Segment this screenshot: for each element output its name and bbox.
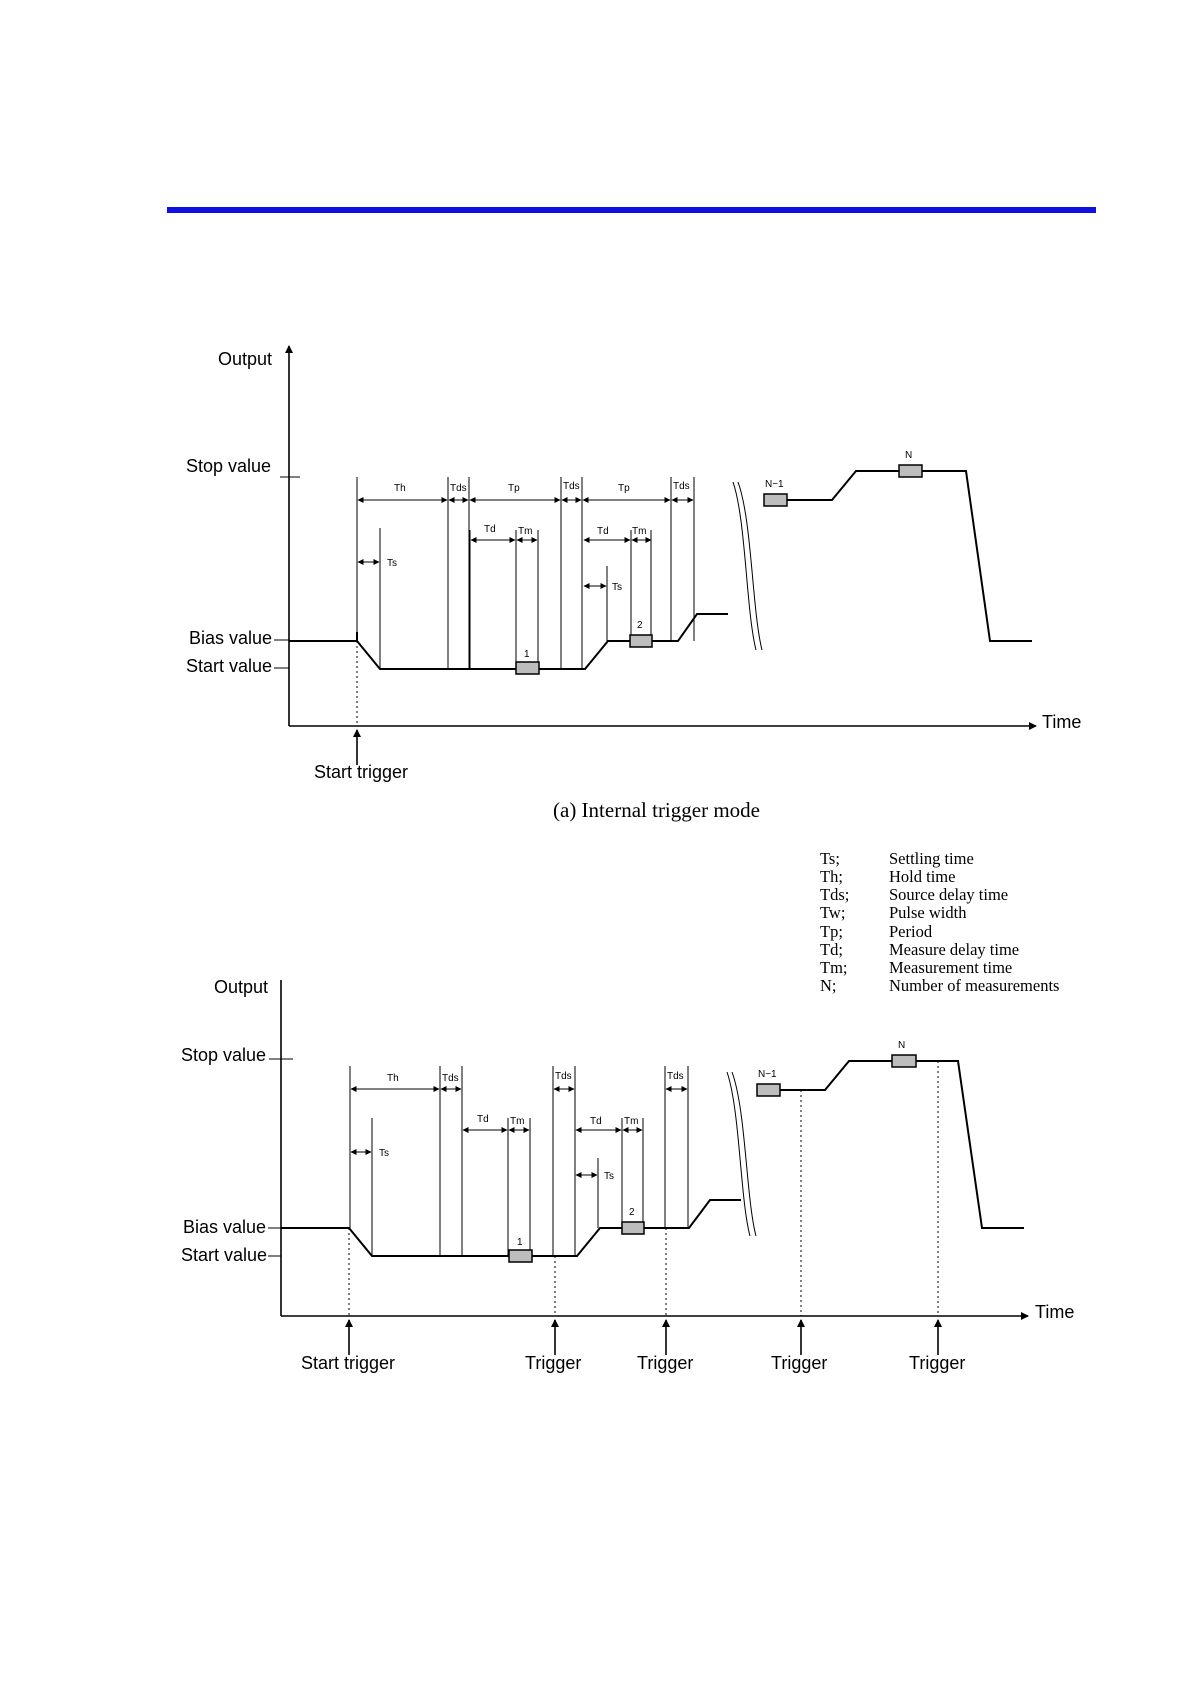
measurement-box-a-n-minus-1 [764, 494, 787, 506]
td-label-b-1: Td [477, 1114, 489, 1125]
start-trigger-label-a: Start trigger [314, 762, 409, 782]
tds-label-a-1: Tds [450, 483, 467, 494]
measurement-label-b-n-minus-1: N−1 [758, 1069, 777, 1080]
x-axis-label-b: Time [1035, 1302, 1075, 1322]
measurement-label-a-1: 1 [524, 649, 530, 660]
legend-symbol-6: Tm; [820, 958, 848, 977]
waveform-b-tail [779, 1061, 1024, 1228]
start-value-label-b: Start value [181, 1245, 268, 1265]
measurement-box-b-2 [622, 1222, 644, 1234]
measurement-label-b-n: N [898, 1040, 906, 1051]
tp-label-a-2: Tp [618, 483, 630, 494]
bias-value-label-a: Bias value [189, 628, 273, 648]
dimension-arrows-a [358, 500, 693, 641]
stop-value-label-b: Stop value [181, 1045, 267, 1065]
td-label-b-2: Td [590, 1116, 602, 1127]
caption-a: (a) Internal trigger mode [553, 798, 760, 822]
tp-label-a-1: Tp [508, 483, 520, 494]
measurement-label-b-2: 2 [629, 1207, 635, 1218]
measurement-label-a-n: N [905, 450, 913, 461]
legend-symbol-7: N; [820, 976, 837, 995]
tds-label-a-2: Tds [563, 481, 580, 492]
legend-desc-3: Pulse width [889, 903, 967, 922]
waveform-a-tail [786, 471, 1032, 641]
header-rule [167, 207, 1096, 213]
legend-desc-4: Period [889, 922, 933, 941]
tm-label-a-1: Tm [518, 526, 533, 537]
legend-desc-7: Number of measurements [889, 976, 1060, 995]
stop-value-label-a: Stop value [186, 456, 272, 476]
measurement-box-b-n-minus-1 [757, 1084, 780, 1096]
legend-symbol-3: Tw; [820, 903, 846, 922]
bias-value-label-b: Bias value [183, 1217, 267, 1237]
legend-desc-0: Settling time [889, 849, 974, 868]
y-axis-label-b: Output [214, 977, 269, 997]
waveform-a [289, 614, 728, 669]
break-mark-a [738, 482, 762, 650]
ts-label-a-1: Ts [387, 558, 397, 569]
measurement-box-b-1 [509, 1250, 532, 1262]
measurement-label-a-n-minus-1: N−1 [765, 479, 784, 490]
th-label-a: Th [394, 483, 406, 494]
measurement-label-a-2: 2 [637, 620, 643, 631]
tm-label-b-1: Tm [510, 1116, 525, 1127]
legend-symbol-2: Tds; [820, 885, 850, 904]
diagram-a [186, 346, 1081, 822]
break-mark-b [732, 1072, 756, 1236]
th-label-b: Th [387, 1073, 399, 1084]
x-axis-label-a: Time [1042, 712, 1082, 732]
legend-symbol-1: Th; [820, 867, 843, 886]
legend-desc-1: Hold time [889, 867, 956, 886]
tds-label-b-2: Tds [555, 1071, 572, 1082]
legend-symbol-0: Ts; [820, 849, 840, 868]
td-label-a-1: Td [484, 524, 496, 535]
ts-label-b-2: Ts [604, 1171, 614, 1182]
measurement-box-b-n [892, 1055, 916, 1067]
tm-label-a-2: Tm [632, 526, 647, 537]
ts-label-a-2: Ts [612, 582, 622, 593]
trigger-label-b-2: Trigger [637, 1353, 694, 1373]
legend [820, 849, 1059, 995]
measurement-box-a-1 [516, 662, 539, 674]
measurement-label-b-1: 1 [517, 1237, 523, 1248]
legend-symbol-4: Tp; [820, 922, 843, 941]
start-trigger-label-b: Start trigger [301, 1353, 396, 1373]
legend-symbol-5: Td; [820, 940, 843, 959]
td-label-a-2: Td [597, 526, 609, 537]
ts-label-b-1: Ts [379, 1148, 389, 1159]
legend-desc-6: Measurement time [889, 958, 1013, 977]
tds-label-b-3: Tds [667, 1071, 684, 1082]
start-value-label-a: Start value [186, 656, 273, 676]
tds-label-a-3: Tds [673, 481, 690, 492]
trigger-label-b-3: Trigger [771, 1353, 828, 1373]
trigger-label-b-1: Trigger [525, 1353, 582, 1373]
tm-label-b-2: Tm [624, 1116, 639, 1127]
measurement-box-a-n [899, 465, 922, 477]
diagram-b [181, 977, 1074, 1373]
dimension-arrows-b [351, 1089, 687, 1175]
measurement-box-a-2 [630, 635, 652, 647]
legend-desc-2: Source delay time [889, 885, 1009, 904]
trigger-label-b-4: Trigger [909, 1353, 966, 1373]
tds-label-b-1: Tds [442, 1073, 459, 1084]
legend-desc-5: Measure delay time [889, 940, 1020, 959]
y-axis-label-a: Output [218, 349, 273, 369]
